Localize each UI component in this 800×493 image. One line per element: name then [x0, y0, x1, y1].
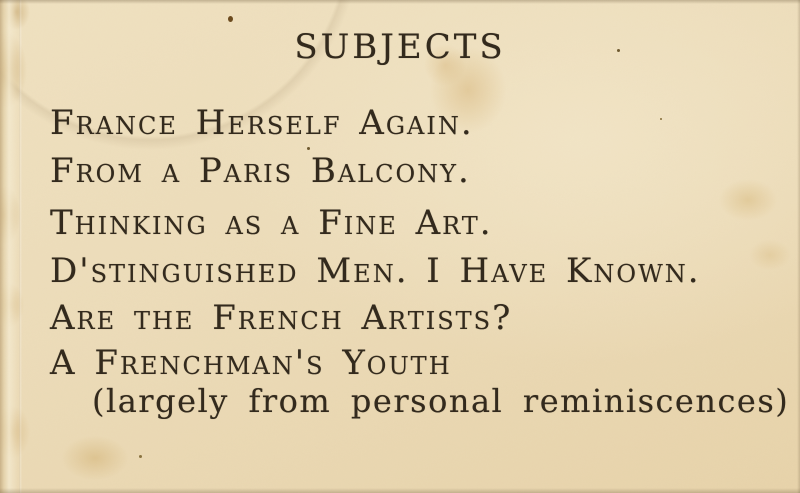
ink-speck: [617, 49, 620, 52]
card-bottom-edge: [0, 488, 800, 493]
card-left-edge: [0, 0, 18, 493]
subject-line-7-parenthetical: (largely from personal reminiscences): [92, 382, 790, 420]
subject-line-6: A Frenchman's Youth: [50, 343, 452, 383]
card-left-crease: [19, 0, 22, 493]
card-top-edge: [0, 0, 800, 4]
ink-speck: [660, 118, 662, 120]
subject-line-4: D'stinguished Men. I Have Known.: [50, 251, 701, 291]
subject-line-3: Thinking as a Fine Art.: [50, 203, 493, 243]
subject-line-5: Are the French Artists?: [50, 298, 513, 338]
subject-line-2: From a Paris Balcony.: [50, 151, 471, 191]
subject-line-1: France Herself Again.: [50, 103, 474, 143]
ink-speck: [307, 147, 310, 150]
ink-speck: [139, 455, 142, 458]
ink-speck: [228, 16, 233, 22]
card-title: SUBJECTS: [294, 27, 506, 67]
